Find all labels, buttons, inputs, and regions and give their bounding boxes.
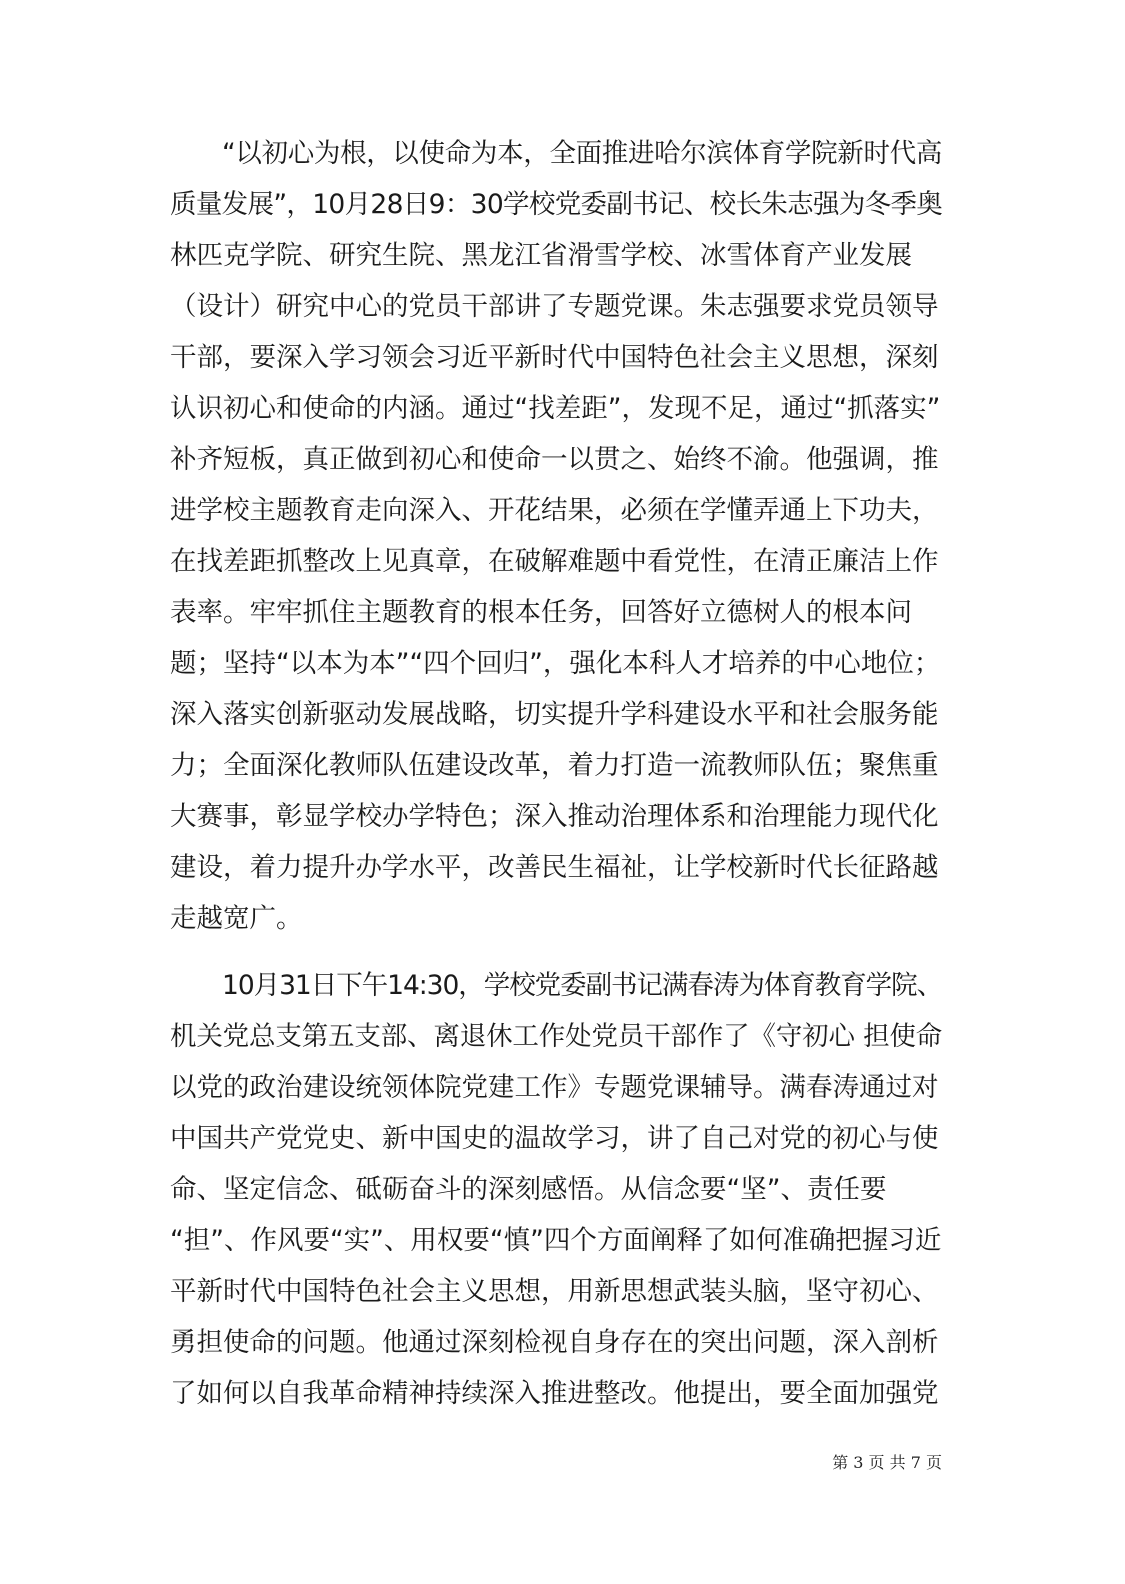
text-line: 了如何以自我革命精神持续深入推进整改。他提出，要全面加强党 — [170, 1378, 939, 1409]
paragraph-2 — [170, 960, 942, 1419]
text-line: 建设，着力提升办学水平，改善民生福祉，让学校新时代长征路越 — [170, 852, 939, 883]
text-line: 林匹克学院、研究生院、黑龙江省滑雪学校、冰雪体育产业发展 — [170, 240, 912, 271]
text-line: 题；坚持“以本为本”“四个回归”，强化本科人才培养的中心地位； — [170, 648, 941, 679]
text-line: 平新时代中国特色社会主义思想，用新思想武装头脑，坚守初心、 — [170, 1276, 939, 1307]
text-line: 勇担使命的问题。他通过深刻检视自身存在的突出问题，深入剖析 — [170, 1327, 939, 1358]
text-line: 命、坚定信念、砥砺奋斗的深刻感悟。从信念要“坚”、责任要 — [170, 1174, 887, 1205]
text-line: 质量发展”，10月28日9：30学校党委副书记、校长朱志强为冬季奥 — [170, 189, 943, 220]
text-line: 表率。牢牢抓住主题教育的根本任务，回答好立德树人的根本问 — [170, 597, 912, 628]
text-line: 补齐短板，真正做到初心和使命一以贯之、始终不渝。他强调，推 — [170, 444, 939, 475]
text-line: 认识初心和使命的内涵。通过“找差距”，发现不足，通过“抓落实” — [170, 393, 941, 424]
text-line: “以初心为根，以使命为本，全面推进哈尔滨体育学院新时代高 — [222, 138, 942, 169]
text-line: 中国共产党党史、新中国史的温故学习，讲了自己对党的初心与使 — [170, 1123, 939, 1154]
text-line: 力；全面深化教师队伍建设改革，着力打造一流教师队伍；聚焦重 — [170, 750, 939, 781]
text-line: 进学校主题教育走向深入、开花结果，必须在学懂弄通上下功夫， — [170, 495, 939, 526]
text-line: 在找差距抓整改上见真章，在破解难题中看党性，在清正廉洁上作 — [170, 546, 939, 577]
text-line: 深入落实创新驱动发展战略，切实提升学科建设水平和社会服务能 — [170, 699, 939, 730]
text-line: “担”、作风要“实”、用权要“慎”四个方面阐释了如何准确把握习近 — [170, 1225, 942, 1256]
text-line: 大赛事，彰显学校办学特色；深入推动治理体系和治理能力现代化 — [170, 801, 939, 832]
page-number: 第 3 页 共 7 页 — [832, 1453, 942, 1472]
text-line: （设计）研究中心的党员干部讲了专题党课。朱志强要求党员领导 — [170, 291, 939, 322]
text-line: 机关党总支第五支部、离退休工作处党员干部作了《守初心 担使命 — [170, 1021, 943, 1052]
text-line: 走越宽广。 — [170, 903, 303, 934]
text-line: 10月31日下午14:30，学校党委副书记满春涛为体育教育学院、 — [222, 970, 943, 1001]
text-line: 以党的政治建设统领体院党建工作》专题党课辅导。满春涛通过对 — [170, 1072, 939, 1103]
text-line: 干部，要深入学习领会习近平新时代中国特色社会主义思想，深刻 — [170, 342, 939, 373]
paragraph-1 — [170, 128, 942, 944]
